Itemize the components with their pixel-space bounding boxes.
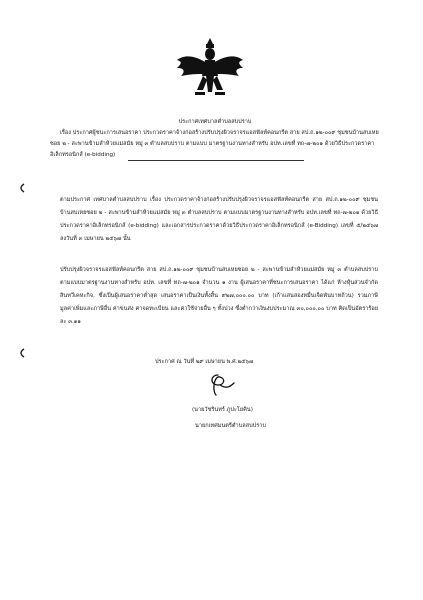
hole-punch-mark — [17, 178, 27, 188]
divider — [128, 160, 304, 161]
signature-image — [200, 371, 240, 397]
organization-title: ประกาศเทศบาลตำบลสบปราบ — [178, 119, 252, 125]
signatory-position: นายกเทศมนตรีตำบลสบปราบ — [195, 423, 266, 429]
announcement-date: ประกาศ ณ วันที่ ๒๙ เมษายน พ.ศ.๒๕๖๗ — [155, 359, 254, 365]
body-paragraph-2: ปรับปรุงผิวจราจรแอสฟัลท์คอนกรีต สาย สป.ถ.๑๒-๐๐๙ ชุมชนบ้านสบเหยซอย ๒ - สะพานข้ามลำห้วยแม่สมัย หมู่ ๓ ตำบลสบปราบ ตามแบบมาตรฐานงานทางสำหรับ อปท. เลขที่ ทถ-๗-๒๐๑ จำนวน ๑ งาน ผู้เสนอราคาที่ชนะการเสนอราคา ได้แก่ ห้างหุ้นส่วนจำกัด สินทวีเคหะกิจ, ซึ่งเป็นผู้เสนอราคาต่ำสุด เสนอราคาเป็นเงินทั้งสิ้น ๙๒๗,๐๐๐.๐๐ บาท (เก้าแสนสองหมื่นเจ็ดพันบาทถ้วน) รวมภาษีมูลค่าเพิ่มและภาษีอื่น ค่าขนส่ง ค่าจดทะเบียน และค่าใช้จ่ายอื่น ๆ ทั้งปวง ซึ่งต่ำกว่าเงินงบประมาณ ๓๐,๐๐๐.๐๐ บาท คิดเป็นอัตราร้อยละ ๓.๑๑ — [60, 267, 378, 325]
announcement-subject: เรื่อง ประกาศผู้ชนะการเสนอราคา ประกวดราคาจ้างก่อสร้างปรับปรุงผิวจราจรแอสฟัลท์คอนกรีต สาย สป.ถ.๑๒-๐๐๙ ชุมชนบ้านสบเหยซอย ๒ - สะพานข้ามลำห้วยแม่สมัย หมู่ ๓ ตำบลสบปราบ ตามแบบ มาตรฐานงานทางสำหรับ อปท.เลขที่ ทถ-๗-๒๐๑ ด้วยวิธีประกวดราคาอิเล็กทรอนิกส์ (e-bidding) — [50, 130, 379, 158]
hole-punch-mark — [17, 343, 27, 353]
garuda-emblem-icon — [175, 34, 245, 100]
announcement-header — [50, 117, 380, 161]
signatory-name: (นายวัชรินทร์ ภูปะโยคิน) — [192, 407, 253, 413]
body-paragraph-1: ตามประกาศ เทศบาลตำบลสบปราบ เรื่อง ประกวดราคาจ้างก่อสร้างปรับปรุงผิวจราจรแอสฟัลท์คอนกรีต สาย สป.ถ.๑๒-๐๐๙ ชุมชนบ้านสบเหยซอย ๒ - สะพานข้ามลำห้วยแม่สมัย หมู่ ๓ ตำบลสบปราบ ตามแบบมาตรฐานงานทางสำหรับ อปท.เลขที่ ทถ-๗-๒๐๑ ด้วยวิธีประกวดราคาอิเล็กทรอนิกส์ (e-bidding) และเอกสารประกวดราคาด้วยวิธีประกวดราคาอิเล็กทรอนิกส์ (e-Bidding) เลขที่ ๕/๒๕๖๗ ลงวันที่ ๓ เมษายน ๒๕๖๗ นั้น — [60, 197, 378, 242]
